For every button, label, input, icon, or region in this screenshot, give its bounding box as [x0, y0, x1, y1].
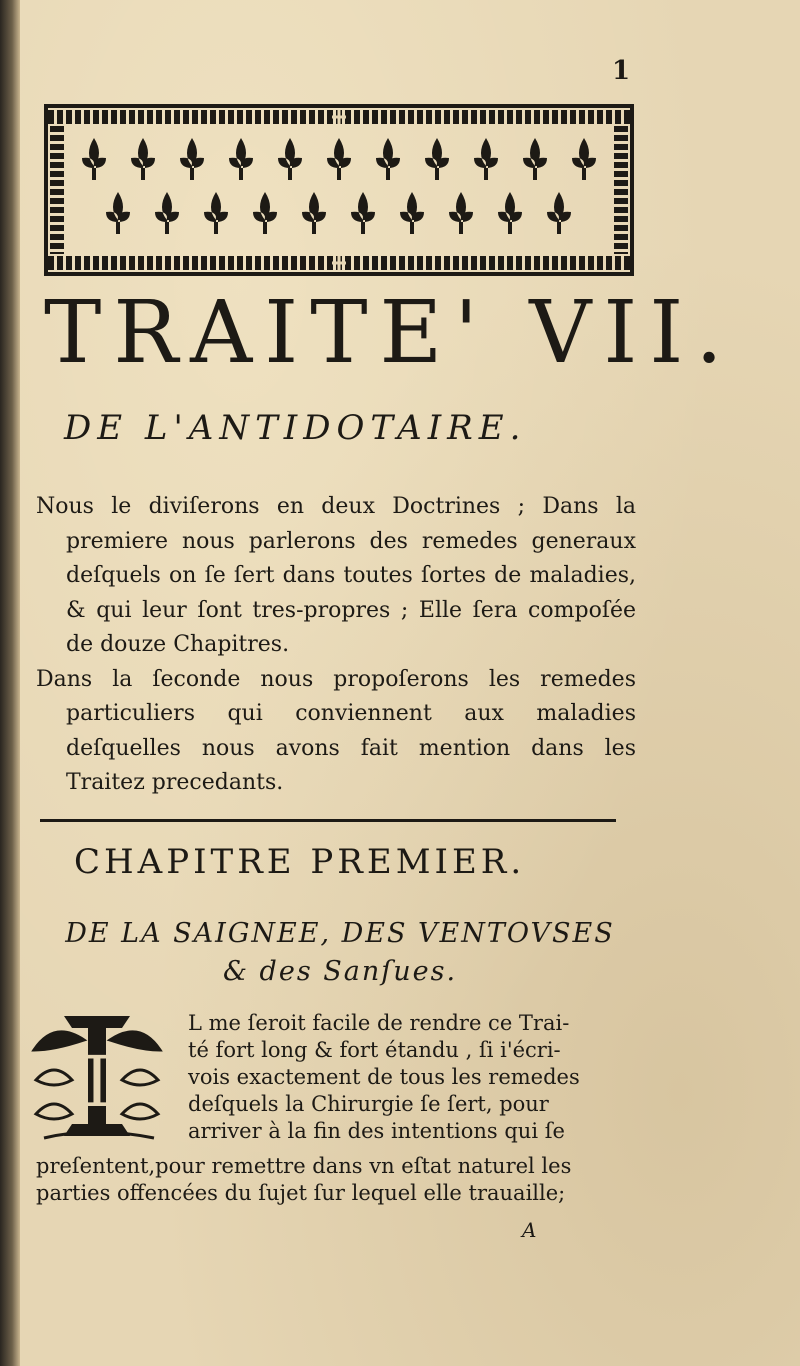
- body-line: L me ſeroit facile de rendre ce Trai-: [188, 1011, 570, 1035]
- intro-paragraph: Nous le diviſerons en deux Doctrines ; Dans la premiere nous parlerons des remedes generaux deſquels on ſe ſert dans toutes ſortes de maladies, & qui leur ſont tres-propres ; Elle ſera compoſée de douze Chapitres.: [36, 494, 636, 657]
- dropcap-letter: I: [83, 1041, 111, 1123]
- floral-initial-icon: [24, 1010, 170, 1146]
- section-rule: [40, 819, 616, 822]
- body-line: arriver à la fin des intentions qui ſe: [188, 1119, 565, 1143]
- fleuron-border-icon: [44, 104, 634, 276]
- body-text-beside-initial: [188, 1010, 620, 1145]
- chapter-title: CHAPITRE PREMIER.: [74, 842, 526, 882]
- body-line: parties offencées du ſujet ſur lequel elle trauaille;: [36, 1181, 566, 1205]
- chapter-subtitle-line: & des Sanſues.: [222, 956, 458, 987]
- body-line: preſentent,pour remettre dans vn eſtat naturel les: [36, 1154, 572, 1178]
- intro-text: [36, 490, 636, 801]
- treatise-title: TRAITE' VII.: [44, 283, 735, 383]
- body-text-full: [36, 1153, 626, 1207]
- chapter-subtitle-line: DE LA SAIGNEE, DES VENTOVSES: [65, 918, 615, 949]
- book-gutter: [0, 0, 20, 1366]
- treatise-subtitle: DE L'ANTIDOTAIRE.: [64, 408, 527, 448]
- body-line: té fort long & fort étandu , ſi i'écri-: [188, 1038, 561, 1062]
- page-number: 1: [612, 56, 631, 86]
- body-line: deſquels la Chirurgie ſe ſert, pour: [188, 1092, 549, 1116]
- intro-paragraph: Dans la ſeconde nous propoſerons les remedes particuliers qui conviennent aux maladies deſquelles nous avons fait mention dans les Traitez precedants.: [36, 666, 636, 795]
- body-line: vois exactement de tous les remedes: [188, 1065, 580, 1089]
- chapter-subtitle: [30, 915, 650, 991]
- signature-mark: A: [522, 1218, 537, 1242]
